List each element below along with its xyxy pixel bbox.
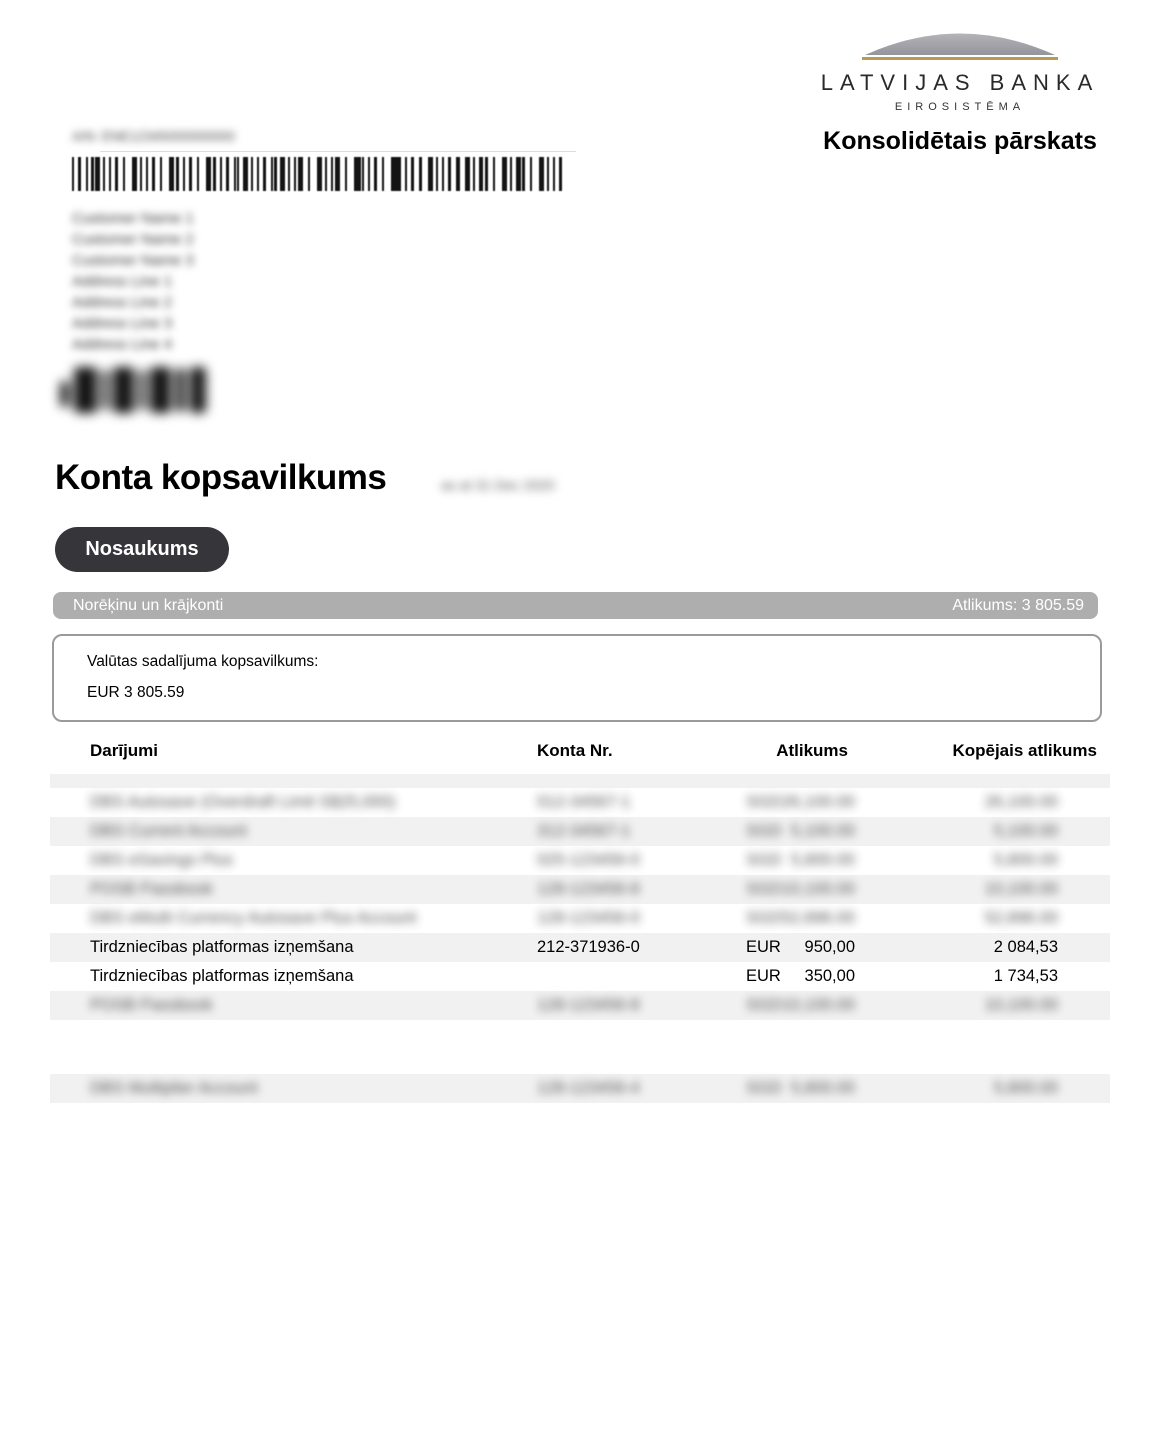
row-total: 10,100.00	[984, 880, 1058, 898]
table-row	[50, 1074, 1110, 1103]
row-amount: 10,100.00	[781, 880, 855, 898]
row-amount: 5,100.00	[790, 822, 855, 840]
table-header-row	[50, 741, 1110, 765]
iban-line-redacted: A/N: ENE12345000000000	[72, 129, 235, 144]
currency-breakdown-label: Valūtas sadalījuma kopsavilkums:	[87, 653, 319, 670]
currency-breakdown-value: EUR 3 805.59	[87, 684, 185, 701]
row-total: 5,800.00	[993, 851, 1058, 869]
table-row	[50, 788, 1110, 817]
section-label: Norēķinu un krājkonti	[73, 596, 224, 614]
row-account: 312-34567-1	[537, 822, 631, 840]
table-row	[50, 933, 1110, 962]
row-currency: SGD	[746, 793, 782, 811]
row-name: DBS Current Account	[90, 822, 247, 840]
row-account: 212-371936-0	[537, 938, 640, 956]
row-account: 012-34567-1	[537, 793, 631, 811]
row-account: 128-123456-8	[537, 880, 640, 898]
nosaukums-badge-label: Nosaukums	[85, 538, 199, 560]
table-header-gap	[50, 765, 1110, 774]
gold-line	[862, 57, 1058, 60]
section-balance: Atlikums: 3 805.59	[952, 596, 1084, 614]
row-name: POSB Passbook	[90, 880, 213, 898]
account-barcode	[72, 157, 564, 191]
row-amount: 950,00	[804, 938, 855, 956]
recipient-line: Customer Name 1	[72, 210, 194, 227]
table-row	[50, 846, 1110, 875]
row-currency: SGD	[746, 996, 782, 1014]
recipient-line: Address Line 1	[72, 273, 173, 290]
nosaukums-badge	[55, 527, 229, 572]
postal-barcode-icon	[60, 366, 206, 414]
row-name: DBS eSavings Plus	[90, 851, 234, 869]
row-name: Tirdzniecības platformas izņemšana	[90, 938, 354, 956]
row-name: DBS Autosave (Overdraft Limit S$25,000)	[90, 793, 396, 811]
header-kopejais-atlikums: Kopējais atlikums	[952, 741, 1097, 760]
row-account: 128-123456-4	[537, 1079, 640, 1097]
page-title: Konta kopsavilkums	[55, 458, 387, 497]
row-amount: 350,00	[804, 967, 855, 985]
row-total: 52,896.00	[984, 909, 1058, 927]
table-spacer-row	[50, 774, 1110, 788]
section-bar	[53, 592, 1098, 619]
iban-underline	[100, 151, 576, 152]
row-total: 2 084,53	[993, 938, 1058, 956]
row-account: 025-123456-0	[537, 851, 640, 869]
row-amount: 52,896.00	[781, 909, 855, 927]
row-currency: SGD	[746, 1079, 782, 1097]
report-title: Konsolidētais pārskats	[823, 127, 1097, 155]
header-atlikums: Atlikums	[776, 741, 848, 760]
row-total: 5,800.00	[993, 1079, 1058, 1097]
row-total: 10,100.00	[984, 996, 1058, 1014]
currency-breakdown-box	[52, 634, 1102, 722]
statement-table	[50, 741, 1110, 1103]
row-currency: SGD	[746, 909, 782, 927]
row-total: 26,100.00	[984, 793, 1058, 811]
row-currency: SGD	[746, 851, 782, 869]
row-currency: SGD	[746, 880, 782, 898]
row-amount: 5,800.00	[790, 1079, 855, 1097]
row-total: 5,100.00	[993, 822, 1058, 840]
row-amount: 5,800.00	[790, 851, 855, 869]
row-currency: SGD	[746, 822, 782, 840]
table-row	[50, 817, 1110, 846]
row-name: Tirdzniecības platformas izņemšana	[90, 967, 354, 985]
header-konta-nr: Konta Nr.	[537, 741, 613, 760]
row-account: 128-123456-8	[537, 996, 640, 1014]
row-name: DBS Multiplier Account	[90, 1079, 258, 1097]
row-name: DBS eMulti Currency Autosave Plus Account	[90, 909, 417, 927]
dome-logo-icon	[862, 26, 1058, 56]
recipient-line: Address Line 4	[72, 336, 173, 353]
row-amount: 10,100.00	[781, 996, 855, 1014]
row-currency: EUR	[746, 967, 781, 985]
as-of-date-redacted: as at 31 Dec 2020	[441, 477, 555, 493]
row-name: POSB Passbook	[90, 996, 213, 1014]
row-currency: EUR	[746, 938, 781, 956]
row-account: 128-123456-0	[537, 909, 640, 927]
table-row	[50, 904, 1110, 933]
table-row	[50, 875, 1110, 904]
recipient-line: Address Line 3	[72, 315, 173, 332]
recipient-line: Customer Name 3	[72, 252, 194, 269]
table-body	[50, 774, 1110, 1103]
row-amount: 26,100.00	[781, 793, 855, 811]
header-darijumi: Darījumi	[90, 741, 159, 760]
table-row	[50, 962, 1110, 991]
table-row	[50, 991, 1110, 1020]
table-spacer-row	[50, 1020, 1110, 1074]
recipient-address-redacted	[72, 208, 194, 355]
bank-name: LATVIJAS BANKA	[820, 70, 1100, 95]
brand-block	[780, 26, 1140, 156]
row-total: 1 734,53	[993, 967, 1058, 985]
bank-subtitle: EIROSISTĒMA	[894, 101, 1026, 113]
recipient-line: Customer Name 2	[72, 231, 194, 248]
recipient-line: Address Line 2	[72, 294, 173, 311]
